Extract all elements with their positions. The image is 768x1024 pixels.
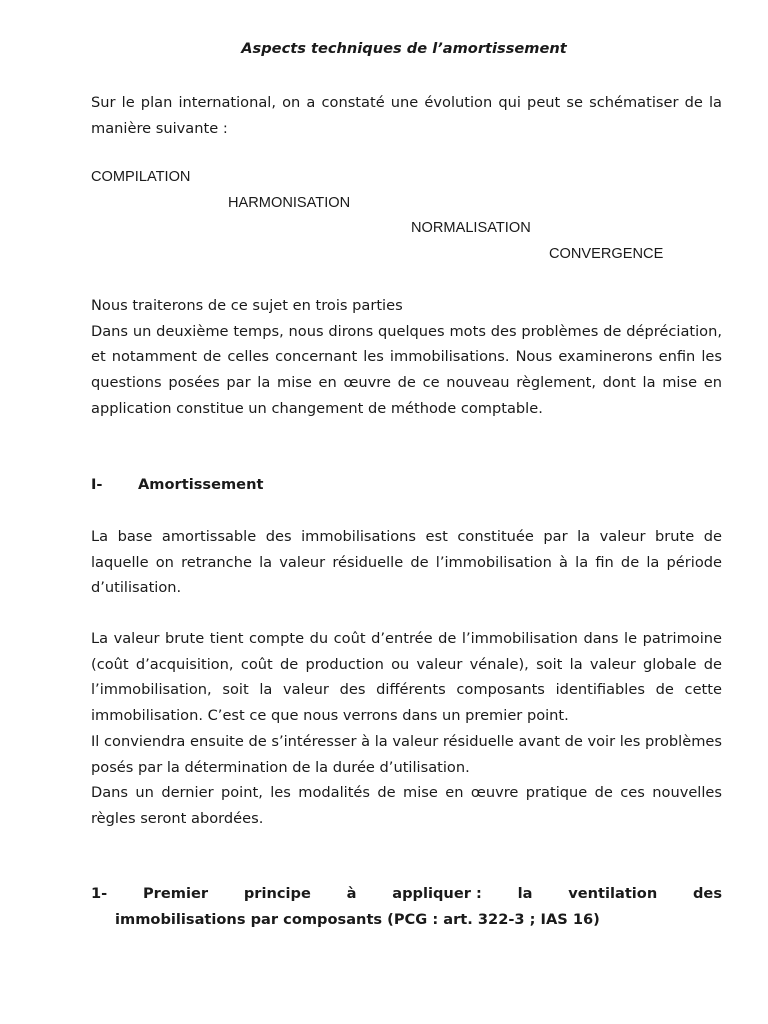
subsection-heading-line1	[91, 881, 722, 907]
flow-step-3: NORMALISATION	[411, 220, 531, 236]
plan-line: Nous traiterons de ce sujet en trois parties	[91, 297, 403, 314]
subsection-word: des	[692, 885, 722, 902]
subsection-word: à	[346, 885, 357, 902]
valeur-section	[91, 626, 722, 832]
base-paragraph	[91, 524, 722, 601]
plan-section	[91, 293, 722, 422]
modalites-paragraph: Dans un dernier point, les modalités de mise en œuvre pratique de ces nouvelles règles seront abordées.	[91, 784, 722, 827]
intro-text: Sur le plan international, on a constaté une évolution qui peut se schématiser de la manière suivante :	[91, 94, 722, 137]
intro-paragraph	[91, 90, 722, 141]
subsection-word: ventilation	[568, 885, 658, 902]
valeur-paragraph: La valeur brute tient compte du coût d’entrée de l’immobilisation dans le patrimoine (coût d’acquisition, coût de production ou valeur vénale), soit la valeur globale de l’immobilisation, soit la valeur des différents composants identifiables de cette immobilisation. C’est ce que nous verrons dans un premier point.	[91, 630, 722, 725]
residuelle-paragraph: Il conviendra ensuite de s’intéresser à la valeur résiduelle avant de voir les problèmes posés par la détermination de la durée d’utilisation.	[91, 732, 722, 776]
document-title: Aspects techniques de l’amortissement	[241, 40, 567, 57]
flow-step-1: COMPILATION	[91, 169, 191, 185]
flow-step-2: HARMONISATION	[228, 195, 351, 211]
plan-paragraph: Dans un deuxième temps, nous dirons quelques mots des problèmes de dépréciation, et notamment de celles concernant les immobilisations. Nous examinerons enfin les questions posées par la mise en œuvre de ce nouveau règlement, dont la mise en application constitue un changement de méthode comptable.	[91, 322, 722, 417]
subsection-word: la	[517, 885, 533, 902]
flow-step-4: CONVERGENCE	[549, 246, 664, 262]
section-title: Amortissement	[138, 476, 264, 493]
subsection-heading-line2: immobilisations par composants (PCG : art. 322-3 ; IAS 16)	[115, 911, 600, 928]
base-text: La base amortissable des immobilisations est constituée par la valeur brute de laquelle on retranche la valeur résiduelle de l’immobilisation à la fin de la période d’utilisation.	[91, 528, 722, 597]
section-number: I-	[91, 476, 103, 493]
subsection-word: Premier	[142, 885, 209, 902]
subsection-heading	[91, 881, 722, 933]
subsection-number: 1-	[91, 885, 108, 902]
subsection-word: principe	[243, 885, 311, 902]
subsection-word: appliquer :	[392, 885, 482, 902]
section-heading	[91, 476, 263, 493]
